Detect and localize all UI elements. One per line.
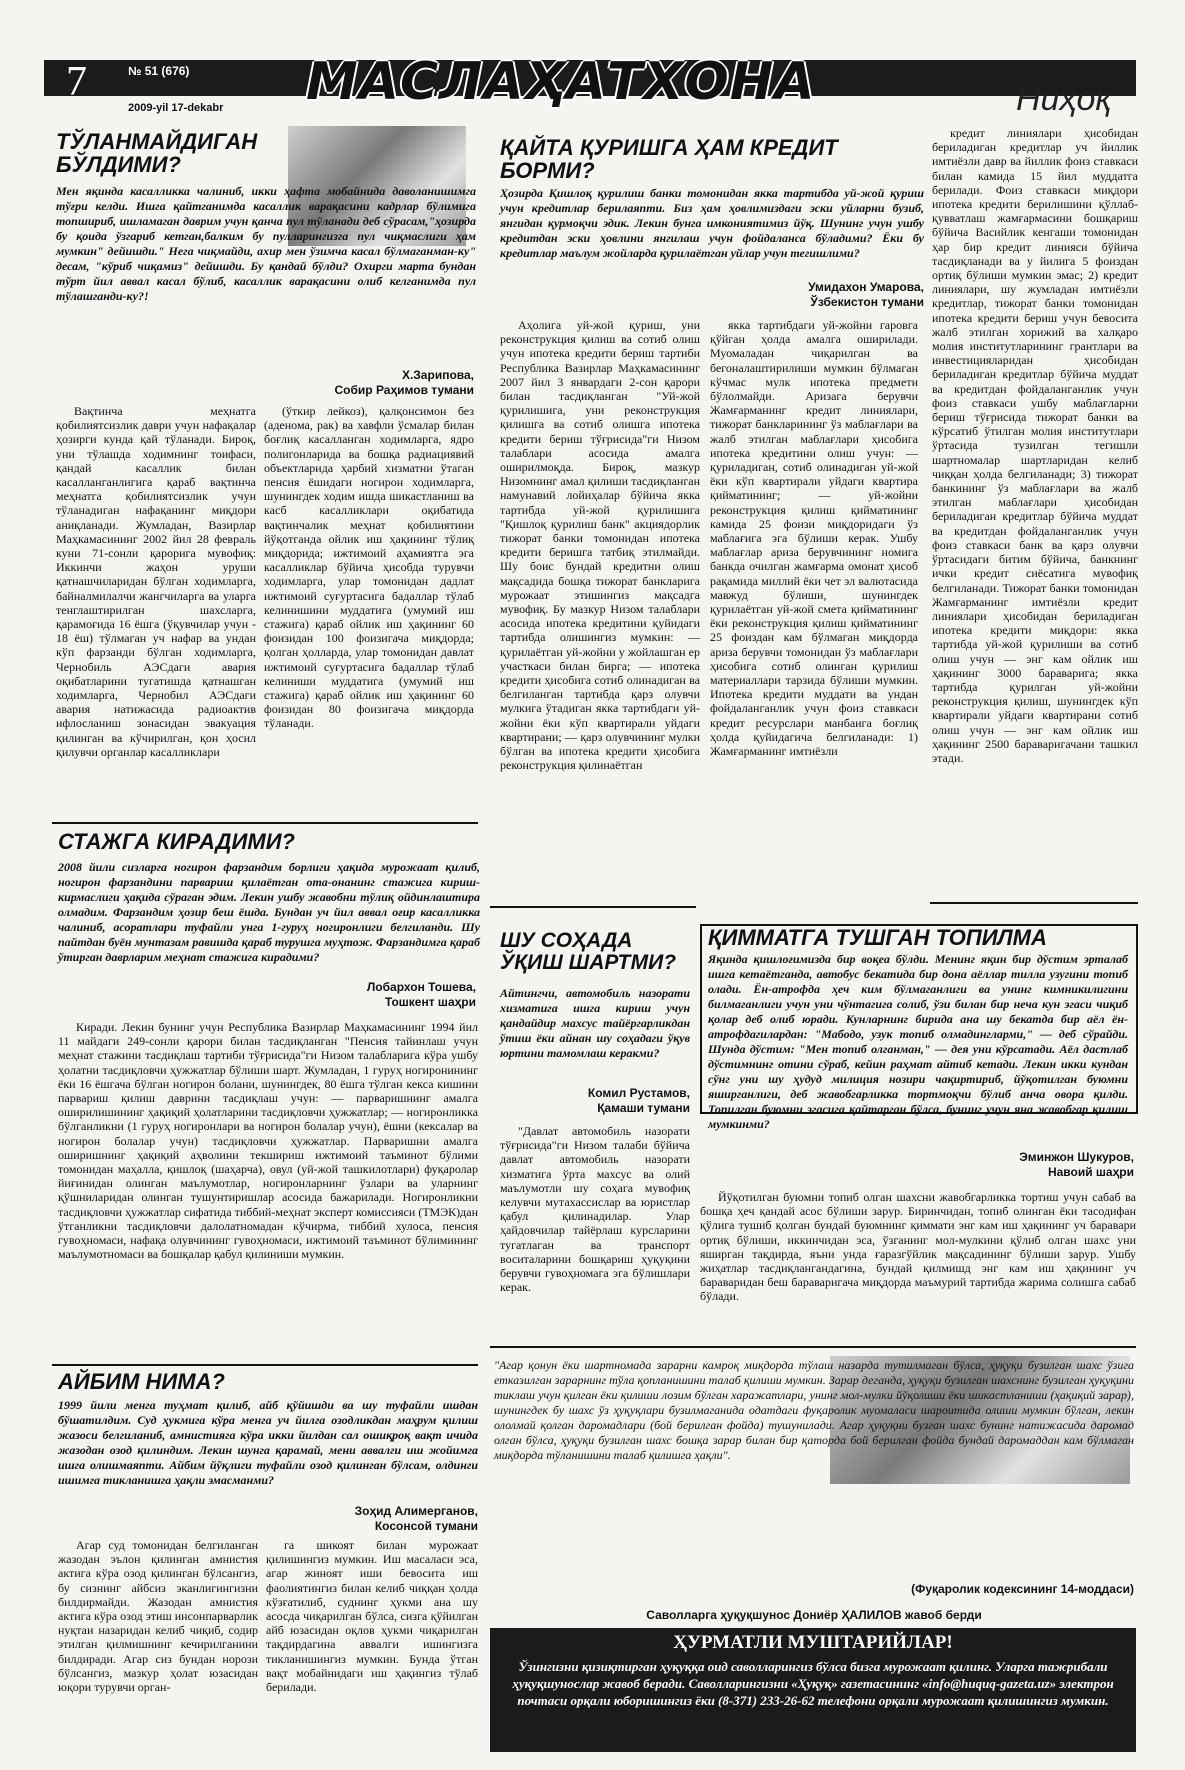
article-1-title: ТЎЛАНМАЙДИГАН БЎЛДИМИ? bbox=[56, 129, 258, 178]
article-2-lead: Ҳозирда Қишлоқ қурилиш банки томонидан якка тартибда уй-жой қуриш учун кредитлар берилаяпти. Биз ҳам ҳовлимиздаги эски уйларни бузиб, янгидан қурмоқчи эдик. Лекин бунга имкониятимиз йўқ. Шунинг учун ушбу кредитдан эски ҳовлини янгилаш учун фойдаланса бўладими? Ёки бу кредитлар маълум жойларда қурилаётган уйлар учун тегишлими? bbox=[500, 186, 924, 260]
brand-logo: Ниҳоқ bbox=[1016, 80, 1112, 118]
article-5-title-block bbox=[708, 926, 1128, 949]
article-4-body bbox=[500, 1124, 690, 1338]
article-2-text-2: якка тартибдаги уй-жойни гаровга қўйган ҳолда амалга оширилади. Муомаладан чиқарилган ва бегоналаштирилиши мумкин бўлмаган кўчмас мулк ипотека предмети бўлолмайди. Аризага берувчи Жамғарманинг кредит линиялари, тижорат банкларининг ўз маблағлари ва жалб этилган маблағлари ҳисобига ипотека кредитини олиш учун: — қуриладиган, сотиб олинадиган уй-жой ёки кўп квартирали уйдаги квартира қийматининг; — уй-жойни реконструкция қилиш қийматининг камида 25 фоизи миқдоридаги ўз маблағига эга бўлиши керак. Ушбу маблағлар ариза берувчининг номига банкда очилган жамғарма омонат ҳисоб рақамида миллий ёки чет эл валютасида мавжуд бўлиши, шунингдек қурилаётган уй-жой смета қийматининг ёки реконструкция қилиш қийматининг 25 фоиздан кам бўлмаган миқдорда ариза берувчи томонидан ўз маблағлари ҳисобига сотиб олинган қурилиш материаллари тарзида бўлиши мумкин. Ипотека кредити муддати ва ундан фойдаланганлик учун фоиз ставкаси кредит ресурслари манбаига боғлиқ ҳолда қуйидагича белгиланади: 1) Жамғарманинг имтиёзли bbox=[710, 318, 918, 759]
article-5-body bbox=[700, 1190, 1136, 1350]
article-6-col-2 bbox=[266, 1538, 478, 1738]
answered-by: Саволларга ҳуқуқшунос Дониёр ҲАЛИЛОВ жавоб берди bbox=[646, 1608, 982, 1622]
article-3-title-block bbox=[58, 830, 478, 853]
article-1-lead: Мен яқинда касалликка чалиниб, икки ҳафта мобайнида даволанишимга тўғри келди. Ишга қайтганимда касаллик варақасини кадрлар бўлимига топшириб, ишламаган даврим учун қанча пул тўланади деб сўрасам,"ҳозирда бу қоида ўзгариб кетган,балким бу пулларингизга пул чиқмаслиги ҳам мумкин" дейишди." Нега чиқмайди, ахир мен ўзимча касал бўлмаганман-ку" десам, "кўриб чиқамиз" дейишди. Бу қандай бўлди? Охирги марта бундан тўрт йил аввал касал бўлиб, касаллик варақасини олиб келганимда пул тўлашганди-ку?! bbox=[56, 184, 476, 303]
article-6-location: Косонсой тумани bbox=[374, 1519, 478, 1533]
subscribers-title: ҲУРМАТЛИ МУШТАРИЙЛАР! bbox=[673, 1632, 953, 1653]
article-6-title-block bbox=[58, 1370, 478, 1393]
section-title: МАСЛАҲАТХОНА bbox=[306, 52, 816, 112]
article-6-author: Зоҳид Алимерганов, bbox=[354, 1504, 478, 1518]
page-number: 7 bbox=[66, 59, 87, 105]
article-3-location: Тошкент шаҳри bbox=[384, 995, 476, 1009]
issue-date: 2009-yil 17-dekabr bbox=[128, 102, 224, 114]
divider bbox=[930, 902, 1138, 904]
article-6-text-1: Агар суд томонидан белгиланган жазодан эълон қилинган амнистия актига кўра озод қилинган бўлсангиз, бу сизнинг айбсиз эканлигингизни билдирмайди. Жазодан амнистия актига кўра озод этиш инсонпарварлик нуқтаи назаридан келиб чиқиб, содир этилган қилмишнинг кечирилганини билдиради. Агар сиз бундан норози бўлсангиз, мазкур ҳолат юзасидан юқори турувчи орган- bbox=[58, 1538, 258, 1695]
article-4-location: Қамаши тумани bbox=[597, 1101, 690, 1115]
article-2-author: Умидахон Умарова, bbox=[808, 280, 924, 294]
article-1-location: Собир Раҳимов тумани bbox=[334, 383, 474, 397]
article-1-col-1 bbox=[56, 404, 256, 812]
article-2-title: ҚАЙТА ҚУРИШГА ҲАМ КРЕДИТ БОРМИ? bbox=[500, 135, 838, 184]
article-2-title-block bbox=[500, 136, 920, 182]
article-2-signature bbox=[700, 280, 924, 310]
subscribers-box bbox=[490, 1628, 1136, 1752]
article-6-text-2: га шикоят билан мурожаат қилишингиз мумкин. Иш масаласи эса, агар жиноят иши бевосита иш фаолиятингиз билан келиб чиққан ҳолда кўзғатилиб, суднинг ҳукми ана шу асосда чиқарилган бўлса, сизга қўйилган айб юзасидан оқлов ҳукми чиқарилган тақдирдагина аввалги ишингизга тикланишингиз мумкин. Бунда ўтган вақт мобайнидаги иш ҳақингиз тўлаб берилади. bbox=[266, 1538, 478, 1695]
codex-quote bbox=[494, 1358, 1134, 1574]
divider bbox=[490, 1346, 1136, 1348]
article-6-title: АЙБИМ НИМА? bbox=[58, 1369, 225, 1394]
article-2-text-3: кредит линиялари ҳисобидан бериладиган кредитлар уч йиллик имтиёзли давр ва йиллик фоиз ставкаси билан камида 15 йил муддатга берилади. Фоиз ставкаси миқдори ипотека кредити берилишини қўллаб-қувватлаш жамғармасини бошқариш бўйича Васийлик кенгаши томонидан ҳар бир кредит линияси бўйича тасдиқланади ва у йилига 5 фоиздан ортиқ бўлиши мумкин эмас; 2) кредит линиялари, шу жумладан имтиёзли кредитлар, тижорат банки томонидан ипотека кредити бериш учун бевосита жалб этилган хорижий ва халқаро молия институтларининг грантлари ва инвестицияларидан ҳисобидан бериладиган кредитлар бўйича муддат ва кредитдан фойдаланганлик учун фоиз ставкаси ушбу маблағларни бериш тўғрисида тижорат банки ва кўрсатиб ўтилган молия институтлари ўртасида тузилган тегишли шартномалар шартларидан келиб чиққан ҳолда белгиланади; 3) тижорат банкининг ўз маблағлари ва жалб этилган маблағлари ҳисобидан бериладиган кредитлар бўйича муддат ва кредитдан фойдаланганлик учун фоиз ставкаси банк ва қарз олувчи ўртасидаги битим бўйича, банкнинг ички кредит сиёсатига мувофиқ белгиланади. Тижорат банки томонидан Жамғарманинг имтиёзли кредит линиялари ҳисобидан бериладиган ипотека кредити миқдори: якка тартибда уй-жой қурилиши ва сотиб олиш учун — энг кам ойлик иш ҳақининг 3000 бараварига; якка тартибда қурилган уй-жойни реконструкция қилиш, шунингдек кўп квартирали уйдаги квартирани сотиб олиш учун — энг кам ойлик иш ҳақининг 2500 бараваригачани ташкил этади. bbox=[932, 126, 1138, 765]
article-3-text: Киради. Лекин бунинг учун Республика Вазирлар Маҳкамасининг 1994 йил 11 майдаги 249-сонли қарори билан тасдиқланган "Пенсия тайинлаш учун меҳнат стажини тасдиқлаш тартиби тўғрисида"ги Низом талабларига кўра ушбу ҳолатни тасдиқловчи ҳужжатлар бўлиши шарт. Жумладан, 1 гуруҳ ногиронининг ёки 16 ёшгача бўлган ногирон болани, шунингдек, 80 ёшга тўлган кекса кишини парвариш қилиш даврини тасдиқлаш учун: — парваришнинг амалга оширилишининг ҳақиқий ҳолатларини тасдиқловчи ҳужжатлар; — ногиронликка бўлганликни (1 гуруҳ ногиронлари ва ногирон болалар учун), ёшни (кексалар ва ногирон болалар учун) тасдиқловчи ҳужжатлар. Парваришни амалга оширишнинг ҳақиқий аҳволини текшириш ижтимоий таъминот бўлими томонидан маҳалла, қишлоқ (шаҳарча), овул (уй-жой ташкилотлари) фуқаролар йиғинидан олинган маълумотлар, ногиронларнинг ўзлари ва уларнинг қўшниларидан олинган тушунтиришлар асосида бажарилади. Ногиронликни тасдиқловчи ҳужжатлар сифатида тиббий-меҳнат эксперт комиссияси (ТМЭК)дан ўтганликни тасдиқловчи далолатномадан кўчирма, тиббий хулоса, пенсия гувоҳномаси, нафақа олувчининг гувоҳномаси, ижтимоий таъминот бўлимининг маълумотномаси ва бошқалар қабул қилиниши мумкин. bbox=[58, 1020, 478, 1262]
article-5-text: Йўқотилган буюмни топиб олган шахсни жавобгарликка тортиш учун сабаб ва бошқа ҳеч қандай асос бўлиши зарур. Биринчидан, топиб олинган ёки тасодифан қўлига тушиб қолган бундай буюмнинг қиммати энг кам иш ҳақининг уч баравари ортиқ бўлиши, иккинчидан эса, ўзганинг мол-мулкини қўлиб олган шахс уни яширган тақдирда, яъни унда ғаразгўйлик мақсадининг бўлиши зарур. Ушбу жиҳатлар тасдиқлангандагина, бундай қилмишд энг кам иш ҳақининг уч бараваридан беш бараваригача миқдорда маъмурий тартибда жарима солишга сабаб бўлади. bbox=[700, 1190, 1136, 1304]
codex-source: (Фуқаролик кодексининг 14-моддаси) bbox=[911, 1582, 1134, 1596]
article-4-title: ШУ СОҲАДА ЎҚИШ ШАРТМИ? bbox=[500, 929, 677, 975]
article-4-lead: Айтингчи, автомобиль назорати хизматига ишга кириш учун қандайдир махсус тайёргарликдан ўтиш ёки айнан шу соҳадаги ўқув юртини тамомлаш керакми? bbox=[500, 986, 690, 1060]
article-6-lead: 1999 йили менга туҳмат қилиб, айб қўйишди ва шу туфайли ишдан бўшатилдим. Суд ҳукмига кўра менга уч йилга озодликдан маҳрум қилиш жазоси белгиланиб, амнистияга кўра икки йилдан сал ошиқроқ вақт ичида жазодан озод қилиндим. Лекин шунга қарамай, мени аввалги иш жойимга ишга олишмаяпти. Айбим йўқлиги туфайли озод қилинган бўлсам, олдинги ишимга тикланишга ҳақли эмасманми? bbox=[58, 1398, 478, 1487]
article-4-author: Комил Рустамов, bbox=[587, 1086, 690, 1100]
article-6-col-1 bbox=[58, 1538, 258, 1738]
article-4-text: "Давлат автомобиль назорати тўғрисида"ги Низом талаби бўйича давлат автомобиль назорати хизматига ўрта махсус ва олий маълумотли шу соҳага мувофиқ келувчи мутахассислар ва юристлар қабул қилинадилар. Улар ҳайдовчилар тайёрлаш курсларини тугатлаган ва транспорт воситаларини бошқариш ҳуқуқини берувчи гувоҳномага эга бўлишлари керак. bbox=[500, 1124, 690, 1295]
article-1-signature bbox=[250, 368, 474, 398]
article-3-author: Лобархон Тошева, bbox=[366, 980, 476, 994]
article-3-title: СТАЖГА КИРАДИМИ? bbox=[58, 829, 295, 854]
subscribers-text: Ўзингизни қизиқтирган ҳуқуққа оид саволларингиз бўлса бизга мурожаат қилинг. Уларга тажрибали ҳуқуқшунослар жавоб беради. Саволларингизни «Ҳуқуқ» газетасининг «info@huquq-gazeta.uz» электрон почтаси орқали юборишингиз ёки (8-371) 233-26-62 телефони орқали мурожаат қилишингиз мумкин. bbox=[512, 1659, 1114, 1708]
article-1-title-block bbox=[56, 130, 276, 176]
article-5-author: Эминжон Шукуров, bbox=[1019, 1150, 1134, 1164]
article-3-body bbox=[58, 1020, 478, 1356]
article-2-col-3 bbox=[932, 126, 1138, 896]
article-2-col-1 bbox=[500, 318, 700, 896]
article-1-text-1: Вақтинча меҳнатга қобилиятсизлик даври учун нафақалар ҳозирги кунда қай тўланади. Бироқ, уни тўлашда ходимнинг тоифаси, қандай касаллик билан касалланганлигига қараб вақтинча меҳнатга қобилиятсизлик учун тўланадиган нафақанинг миқдори аниқланади. Жумладан, Вазирлар Маҳкамасининг 2002 йил 28 февраль куни 71-сонли қарорига мувофиқ: Иккинчи жаҳон уруши қатнашчиларидан бўлган ходимларга, байналмилалчи жангчиларга ва уларга тенглаштирилган шахсларга, қарамоғида 16 ёшга (ўқувчилар учун - 18 ёш) тўлмаган уч нафар ва ундан кўп фарзанди бўлган ходимларга, Чернобиль АЭСдаги авария оқибатларини тугатишда қатнашган ходимларга, Чернобил АЭСдаги авария натижасида радиоактив ифлосланиш зонасидан эвакуация қилинган ва кўчирилган, қон ҳосил қилувчи органлар касалликлари bbox=[56, 404, 256, 759]
article-5-location: Навоий шаҳри bbox=[1047, 1165, 1134, 1179]
article-6-signature bbox=[310, 1504, 478, 1534]
article-4-signature bbox=[500, 1086, 690, 1116]
article-5-signature bbox=[940, 1150, 1134, 1180]
codex-quote-text: "Агар қонун ёки шартномада зарарни камроқ миқдорда тўлаш назарда тутилмаган бўлса, ҳуқуқи бузилган шахс ўзига етказилган зарарнинг тўла қопланишини талаб қилиши мумкин. Зарар деганда, ҳуқуқи бузилган шахснинг бузилган ҳуқуқини тиклаш учун қилган ёки қилиши лозим бўлган харажатлари, унинг мол-мулки йўқолиши ёки шикастланиши (ҳақиқий зарар), шунингдек бу шахс ўз ҳуқуқлари бузилмаганида одатдаги фуқаролик муомаласи шароитида олиши мумкин бўлган, лекин ололмай қолган даромадлари (бой берилган фойда) тушунилади. Агар ҳуқуқни бузган шахс бунинг натижасида даромад олган бўлса, ҳуқуқи бузилган шахс бошқа зарар билан бир қаторда бой берилган фойда бундай даромаддан кам бўлмаган миқдорда тўланишини талаб қилишга ҳақли". bbox=[494, 1358, 1134, 1462]
divider bbox=[52, 822, 478, 824]
masthead bbox=[44, 52, 1136, 118]
article-2-location: Ўзбекистон тумани bbox=[810, 295, 924, 309]
article-2-text-1: Аҳолига уй-жой қуриш, уни реконструкция қилиш ва сотиб олиш учун ипотека кредити бериш тартиби Республика Вазирлар Маҳкамасининг 2007 йил 3 январдаги 2-сон қарори билан тасдиқланган "Уй-жой қурилишига, уни реконструкция қилишга ва сотиб олишга ипотека кредити бериш тўғрисида"ги Низом талаблари асосида амалга оширилмоқда. Бироқ, мазкур Низомнинг амал қилиши тасдиқланган намунавий лойиҳалар бўйича якка тартибда уй-жой қурилишига "Қишлоқ қурилиш банк" акциядорлик тижорат банки томонидан ипотека кредити беришга татбиқ этилмайди. Шу боис бундай кредитни олиш мақсадида бошқа тижорат банкларига мурожаат этишингиз мақсадга мувофиқ. Бу мазкур Низом талаблари асосида ипотека кредитини қуйидаги тартибда олишингиз мумкин: — қурилаётган уй-жойни у жойлашган ер участкаси билан бирга; — ипотека кредити ҳисобига сотиб олинадиган ва белгиланган тартибда қарз олувчи мулкига ўтадиган якка тартибдаги уй-жойни ёки кўп квартирали уйдаги квартирани; — қарз олувчининг мулки бўлган ва ипотека кредити ҳисобига реконструкция қилинаётган bbox=[500, 318, 700, 773]
article-5-lead: Яқинда қишлоғимизда бир воқеа бўлди. Менинг яқин бир дўстим эрталаб ишга кетаётганда, автобус бекатида бир дона аёллар тилла узугини топиб олади. Ён-атрофда ҳеч ким бўлмаганлиги ва унинг кимникилигини билмаганлиги учун уни чўнтагига солиб, ўзи билан бир неча кун эгаси чиқиб қолар деб олиб юради. Кунларнинг бирида ана шу бекатда бир аёл ён-атрофдагилардан: "Мабодо, узук топиб олмадингларми," — деб сўрайди. Шунда дўстим: "Мен топиб олганман," — дея уни кўрсатади. Аёл дастлаб дўстимнинг отини сўраб, кейин раҳмат айтиб кетади. Лекин икки кундан сўнг уни шу ҳудуд милиция нозири чақиртириб, йўқотилган буюмни яширганлиги, деб жавобгарликка тортмоқчи бўлиб анча овора қилди. Топилган буюмни эгасига қайтарган бўлса, бунинг учун яна жавобгар қилиш мумкинми? bbox=[708, 952, 1128, 1131]
article-1-author: Х.Зарипова, bbox=[401, 368, 474, 382]
divider bbox=[52, 1364, 478, 1366]
article-5-title: ҚИММАТГА ТУШГАН ТОПИЛМА bbox=[708, 925, 1047, 950]
article-3-signature bbox=[300, 980, 476, 1010]
issue-number: № 51 (676) bbox=[128, 64, 190, 78]
divider bbox=[490, 906, 696, 908]
article-1-col-2 bbox=[264, 404, 474, 812]
article-4-title-block bbox=[500, 930, 690, 974]
article-1-text-2: (ўткир лейкоз), қалқонсимон без (аденома, рак) ва хавфли ўсмалар билан боғлиқ касалланган ходимларга, ядро полигонларида ва бошқа радиациявий объектларида ҳарбий хизматни ўтаган пенсия ёшидаги ногирон ходимларга, шунингдек ходим ишда шикастланиш ва касб касалликлари оқибатида вақтинчалик меҳнат қобилиятини йўқотганда ойлик иш ҳақининг тўлиқ миқдорида; ижтимоий аҳамиятга эга касалликлар бўйича ҳисобда турувчи ходимларга, улар томонидан дадлат ижтимоий суғуртасига бадаллар тўлаб келинишини муддатига (умумий иш стажига) қараб ойлик иш ҳақининг 60 фоизидан 100 фоизигача миқдорда; қолган ҳолларда, улар томонидан давлат ижтимоий суғуртасига бадаллар тўлаб келиниши муддатига (умумий иш стажига) қараб ойлик иш ҳақининг 60 фоизидан 80 фоизигача миқдорда тўланади. bbox=[264, 404, 474, 731]
article-3-lead: 2008 йили сизларга ногирон фарзандим борлиги ҳақида мурожаат қилиб, ногирон фарзандини парвариш қилаётган ота-онанинг стажига кириш-кирмаслиги ҳақида сўраган эдим. Лекин ушбу жавобни тўлиқ ойдинлаштира олмадим. Фарзандим ҳозир беш ёшда. Бундан уч йил аввал оғир касалликка чалиниб, асоратлари туфайли унга 1-гуруҳ ногиронлиги белгиланди. Шу пайтдан буён мунтазам равишда қараб турушга муҳтож. Фарзандимга қараб ўтирган даврларим меҳнат стажига кирадими? bbox=[58, 860, 480, 964]
article-2-col-2 bbox=[710, 318, 918, 896]
